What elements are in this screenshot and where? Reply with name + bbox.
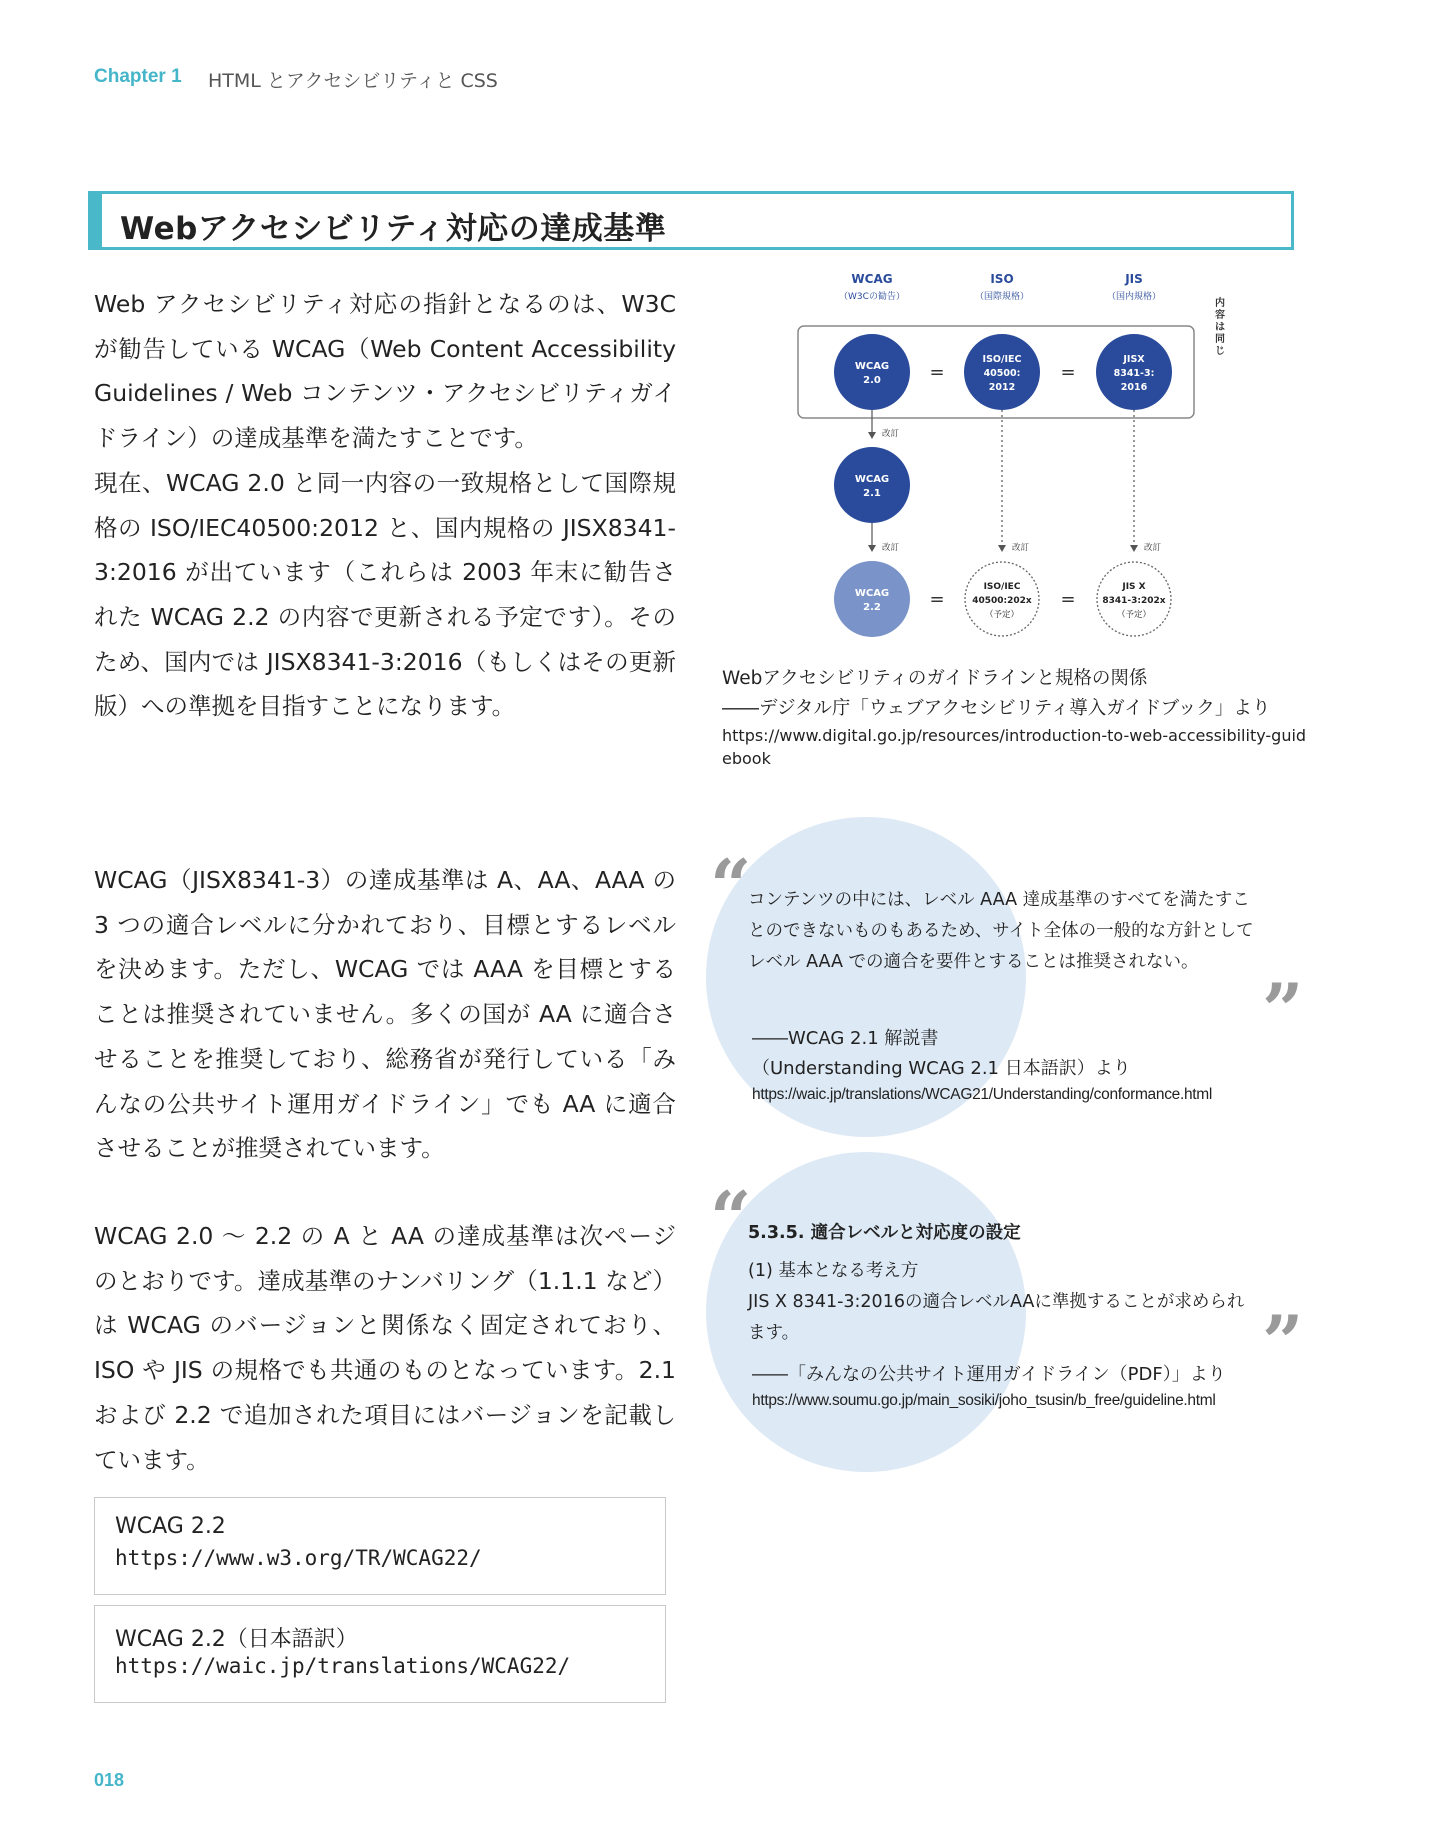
revise-label-jis: 改訂 [1144, 543, 1162, 553]
paragraph-text: WCAG（JISX8341-3）の達成基準は A、AA、AAA の 3 つの適合レベルに分かれており、目標とするレベルを決めます。ただし、WCAG では AAA を目標とすることは推奨されていません。多くの国が AA に適合させることを推奨しており、総務省が発行している「みんなの公共サイト運用ガイドライン」でも AA に適合させることが推奨されています。 [94, 866, 676, 1163]
quote1-text: コンテンツの中には、レベル AAA 達成基準のすべてを満たすことのできないものもあるため、サイト全体の一般的な方針としてレベル AAA での適合を要件とすることは推奨されない。 [748, 890, 1254, 972]
node-wcag20 [834, 334, 910, 410]
node-wcag20-l2: 2.0 [863, 375, 881, 386]
node-jis202x-l2: 8341-3:202x [1102, 596, 1166, 606]
quote1-source-1: ――WCAG 2.1 解説書 [752, 1028, 939, 1049]
body-paragraph-2 [94, 858, 676, 1171]
section-heading: Webアクセシビリティ対応の達成基準 [120, 211, 667, 247]
same-content-char: じ [1215, 346, 1225, 357]
revise-label-1: 改訂 [882, 429, 900, 439]
quote1-source-2: （Understanding WCAG 2.1 日本語訳）より [752, 1058, 1131, 1079]
link-box-title: WCAG 2.2（日本語訳） [115, 1627, 358, 1652]
node-wcag22 [834, 561, 910, 637]
link-box-wcag22-ja [94, 1605, 666, 1703]
quote1-url[interactable]: https://waic.jp/translations/WCAG21/Understanding/conformance.html [752, 1086, 1213, 1103]
paragraph-text: WCAG 2.0 〜 2.2 の A と AA の達成基準は次ページのとおりです。達成基準のナンバリング（1.1.1 など）は WCAG のバージョンと関係なく固定されており、ISO や JIS の規格でも共通のものとなっています。2.1 および 2.2 で追加された項目にはバージョンを記載しています。 [94, 1222, 676, 1474]
col-sub-wcag: （W3Cの勧告） [839, 292, 905, 302]
node-wcag21-l1: WCAG [854, 474, 890, 485]
node-jis202x-l1: JIS X [1122, 582, 1146, 592]
node-wcag20-l1: WCAG [854, 361, 890, 372]
node-wcag22-l1: WCAG [854, 588, 890, 599]
link-box-wcag22 [94, 1497, 666, 1595]
chapter-title: HTML とアクセシビリティと CSS [208, 70, 498, 92]
same-content-char: 内 [1215, 298, 1225, 309]
node-jis2016-l3: 2016 [1120, 382, 1148, 393]
node-iso2012-l3: 2012 [988, 382, 1016, 393]
col-header-jis: JIS [1125, 272, 1143, 286]
quote2-text: JIS X 8341-3:2016の適合レベルAAに準拠することが求められます。 [748, 1292, 1245, 1343]
open-quote-icon: “ [710, 843, 752, 928]
equals-3: = [929, 589, 945, 610]
node-wcag21 [834, 447, 910, 523]
node-iso202x-l2: 40500:202x [972, 596, 1032, 606]
equals-2: = [1060, 362, 1076, 383]
node-iso202x-l1: ISO/IEC [983, 582, 1021, 592]
quote2-source: ――「みんなの公共サイト運用ガイドライン（PDF）」より [752, 1364, 1226, 1385]
arrowhead-wcag-2 [868, 545, 876, 552]
figure-caption-source: ――デジタル庁「ウェブアクセシビリティ導入ガイドブック」より [722, 698, 1271, 719]
paragraph-text: Web アクセシビリティ対応の指針となるのは、W3C が勧告している WCAG（Web Content Accessibility Guidelines / Web コンテンツ・アクセシビリティガイドライン）の達成基準を満たすことです。 [94, 290, 676, 453]
col-header-wcag: WCAG [851, 272, 893, 286]
arrowhead-iso [998, 545, 1006, 552]
standards-relationship-diagram [780, 272, 1300, 652]
node-wcag22-l2: 2.2 [863, 602, 881, 613]
quote2-url[interactable]: https://www.soumu.go.jp/main_sosiki/joho_tsusin/b_free/guideline.html [752, 1392, 1216, 1409]
revise-label-iso: 改訂 [1012, 543, 1030, 553]
arrowhead-wcag-1 [868, 432, 876, 439]
equals-1: = [929, 362, 945, 383]
quote2-heading: 5.3.5. 適合レベルと対応度の設定 [748, 1223, 1021, 1243]
body-paragraph-1 [94, 282, 676, 729]
link-box-url[interactable]: https://www.w3.org/TR/WCAG22/ [115, 1546, 482, 1570]
open-quote-icon: “ [710, 1175, 752, 1260]
paragraph-text: 現在、WCAG 2.0 と同一内容の一致規格として国際規格の ISO/IEC40500:2012 と、国内規格の JISX8341-3:2016 が出ています（これらは 2003 年末に勧告された WCAG 2.2 の内容で更新される予定です）。そのため、国内では JISX8341-3:2016（もしくはその更新版）への準拠を目指すことになります。 [94, 468, 676, 721]
same-content-char: は [1215, 322, 1225, 333]
col-sub-jis: （国内規格） [1106, 292, 1162, 302]
close-quote-icon: ” [1262, 967, 1304, 1052]
same-content-char: 容 [1215, 310, 1225, 321]
body-paragraph-3 [94, 1214, 676, 1482]
link-box-title: WCAG 2.2 [115, 1514, 226, 1539]
node-wcag21-l2: 2.1 [863, 488, 881, 499]
figure-caption-title: Webアクセシビリティのガイドラインと規格の関係 [722, 668, 1148, 689]
same-content-char: 同 [1215, 334, 1225, 345]
close-quote-icon: ” [1262, 1299, 1304, 1384]
node-iso2012-l2: 40500: [983, 368, 1021, 379]
figure-caption-url[interactable]: https://www.digital.go.jp/resources/introduction-to-web-accessibility-guidebook [722, 726, 1307, 768]
node-jis2016-l2: 8341-3: [1113, 368, 1155, 379]
node-jis202x-l3: （予定） [1116, 610, 1152, 620]
node-iso202x-l3: （予定） [984, 610, 1020, 620]
page-number: 018 [94, 1770, 125, 1790]
node-jis2016-l1: JISX [1123, 354, 1145, 365]
chapter-label: Chapter 1 [94, 66, 182, 87]
col-header-iso: ISO [990, 272, 1014, 286]
same-content-label [1215, 296, 1225, 357]
col-sub-iso: （国際規格） [974, 292, 1030, 302]
equals-4: = [1060, 589, 1076, 610]
link-box-url[interactable]: https://waic.jp/translations/WCAG22/ [115, 1654, 571, 1678]
quote2-subheading: (1) 基本となる考え方 [748, 1261, 919, 1281]
revise-label-2: 改訂 [882, 543, 900, 553]
arrowhead-jis [1130, 545, 1138, 552]
node-iso2012-l1: ISO/IEC [982, 354, 1022, 365]
